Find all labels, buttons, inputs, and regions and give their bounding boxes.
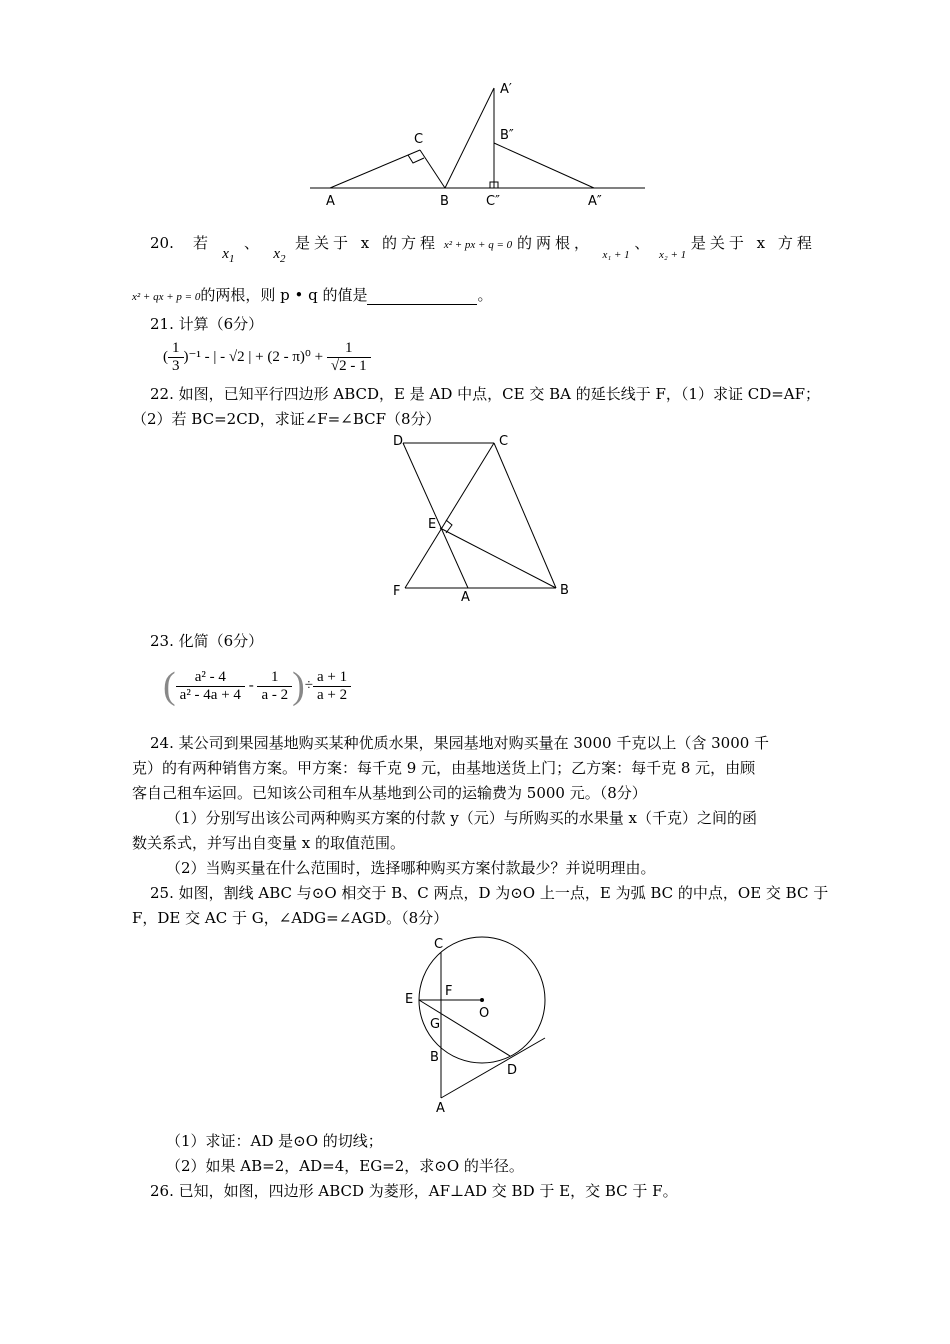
q25-label-a: A (436, 1101, 445, 1116)
q25-label-d: D (507, 1063, 518, 1078)
q24-line1: 24. 某公司到果园基地购买某种优质水果，果园基地对购买量在 3000 千克以上（含 3000 千 (150, 734, 770, 752)
q25-label-f: F (445, 984, 453, 999)
q22-label-d: D (393, 434, 404, 449)
fig1-label-a: A (326, 194, 335, 209)
q22-label-e: E (428, 517, 437, 532)
q22-line1: 22. 如图，已知平行四边形 ABCD，E 是 AD 中点，CE 交 BA 的延长线于 F，（1）求证 CD=AF； (150, 385, 821, 403)
q25-label-c: C (434, 937, 444, 952)
q25-label-o: O (479, 1006, 490, 1021)
q22-label-a: A (461, 590, 470, 605)
q24-line4: （1）分别写出该公司两种购买方案的付款 y（元）与所购买的水果量 x（千克）之间的函 (166, 809, 758, 827)
q25-line2: F，DE 交 AC 于 G，∠ADG=∠AGD。（8分） (132, 909, 449, 927)
q24-line3: 客自己租车运回。已知该公司租车从基地到公司的运输费为 5000 元。（8分） (132, 784, 647, 802)
q24-line2: 克）的有两种销售方案。甲方案：每千克 9 元，由基地送货上门；乙方案：每千克 8 元，由顾 (132, 759, 756, 777)
fig1-label-c: C (414, 132, 424, 147)
q22-label-f: F (393, 584, 401, 599)
q23-expression: ( $\frac{\text{a² - 4}}{\text{a² - 4a + 4}}$ - $\frac{1}{a - 2}$ )÷ $\frac{a + 1}{a + 2}$ (163, 664, 351, 708)
q21-expression: ( $\frac{1}{3}$ )⁻¹ - | - √2 | + (2 - π)⁰ + $\frac{1}{√2 - 1}$ (163, 340, 371, 375)
fig1-label-b: B (440, 194, 449, 209)
q25-label-g: G (430, 1017, 441, 1032)
fig1-label-a-prime: A′ (500, 82, 512, 97)
q20-line1: 20. 若 $x_1$ 、 $x_2$ 是关于 x 的方程 x² + px + q = 0 的两根， $_{x_1 + 1}$ 、 $_{x_2 + 1}$ 是关于 x 方程 (150, 234, 816, 265)
q22-label-b: B (560, 583, 569, 598)
q23-title: 23. 化简（6分） (150, 632, 264, 650)
fig1-label-b-dprime: B″ (500, 128, 514, 143)
q24-line6: （2）当购买量在什么范围时，选择哪种购买方案付款最少？并说明理由。 (166, 859, 656, 877)
fig1-label-c-dprime: C″ (486, 194, 500, 209)
q25-label-b: B (430, 1050, 439, 1065)
q25-line1: 25. 如图，割线 ABC 与⊙O 相交于 B、C 两点，D 为⊙O 上一点，E 为弧 BC 的中点，OE 交 BC 于 (150, 884, 829, 902)
q20-line2: x² + qx + p = 0的两根，则 p • q 的值是 。 (132, 286, 493, 304)
q22-label-c: C (499, 434, 509, 449)
q24-line5: 数关系式，并写出自变量 x 的取值范围。 (132, 834, 405, 852)
fig1-label-a-dprime: A″ (588, 194, 602, 209)
q21-title: 21. 计算（6分） (150, 315, 264, 333)
q26-line1: 26. 已知，如图，四边形 ABCD 为菱形，AF⊥AD 交 BD 于 E，交 BC 于 F。 (150, 1182, 678, 1200)
q25-part2: （2）如果 AB=2，AD=4，EG=2，求⊙O 的半径。 (166, 1157, 524, 1175)
q25-part1: （1）求证：AD 是⊙O 的切线； (166, 1132, 383, 1150)
q22-line2: （2）若 BC=2CD，求证∠F=∠BCF（8分） (132, 410, 441, 428)
q25-label-e: E (405, 992, 414, 1007)
